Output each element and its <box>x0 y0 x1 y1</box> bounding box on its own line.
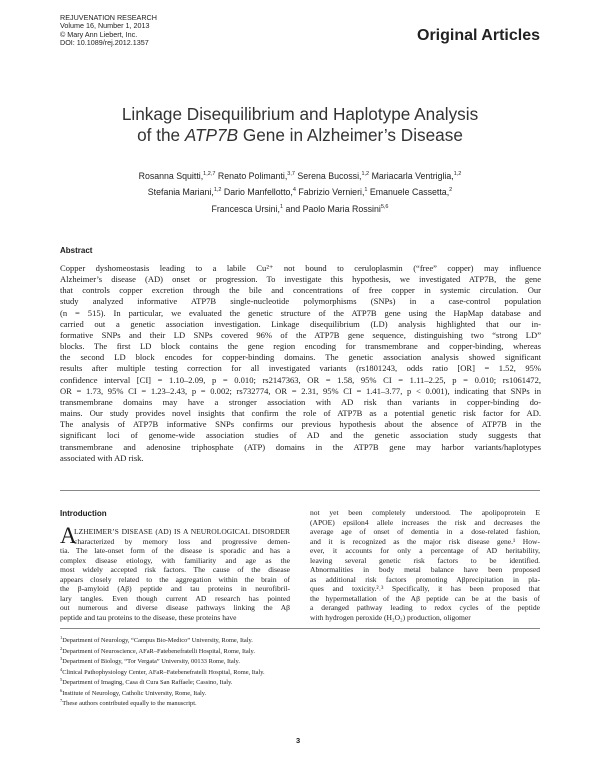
abstract-line: The analysis of ATP7B informative SNPs confirms our previous hypothesis about the absence of ATP7B in the <box>60 419 541 430</box>
author: Stefania Mariani,$^{1,2}$ <box>147 187 222 198</box>
title-line-2 <box>60 125 540 146</box>
title-gene: ATP7B <box>184 125 239 145</box>
author-list <box>60 167 540 216</box>
footnote: $^1$Department of Neurology, “Campus Bio-Medico” University, Rome, Italy. <box>60 635 253 645</box>
journal-header <box>60 14 157 48</box>
author: Renato Polimanti,$^{3,7}$ <box>217 170 295 181</box>
footnote: $^3$Department of Biology, “Tor Vergata” University, 00133 Rome, Italy. <box>60 656 240 666</box>
intro-right-line: Abnormalities in body metal balance have been proposed <box>310 565 540 575</box>
intro-right-line: with hydrogen peroxide (H₂O₂) production, oligomer <box>310 613 471 623</box>
footnote: $^2$Department of Neuroscience, AFaR–Fatebenefratelli Hospital, Rome, Italy. <box>60 645 255 655</box>
abstract-line: transmembrane and adenosine triphosphate (ATP) domains in the ATP7B gene may harbor variants/haplotypes <box>60 441 541 452</box>
section-divider <box>60 490 540 491</box>
intro-right-line: and it is recognized as the major risk disease gene.¹ How- <box>310 536 540 546</box>
abstract-line: (n = 515). In particular, we evaluated the genetic structure of the ATP7B gene using the HapMap database and <box>60 307 541 318</box>
intro-left-line: LZHEIMER’S DISEASE (AD) IS A NEUROLOGICAL DISORDER <box>74 527 290 536</box>
abstract-line: study analyzed informative ATP7B single-nucleotide polymorphisms (SNPs) in a case-control population <box>60 296 541 307</box>
intro-right-column <box>310 508 540 623</box>
author-line <box>60 167 540 183</box>
article-title <box>60 104 540 146</box>
intro-left-line: appears closely related to the aggregation within the brain of <box>60 574 290 584</box>
intro-right-line: average age of onset of dementia in a dose-related fashion, <box>310 527 540 537</box>
footnote: $^5$Department of Imaging, Casa di Cura San Raffaele; Cassino, Italy. <box>60 677 233 687</box>
abstract-line: blocks. The first LD block contains the gene region encoding for transmembrane and copper-binding, whereas <box>60 341 541 352</box>
journal-copyright: © Mary Ann Liebert, Inc. <box>60 29 138 39</box>
intro-left-line: tia. The late-onset form of the disease is sporadic and has a <box>60 546 290 556</box>
abstract-heading: Abstract <box>60 246 93 255</box>
abstract-line: OR = 1.73, 95% CI = 1.23–2.43, p = 0.002; rs732774, OR = 2.31, 95% CI = 1.41–3.77, p < 0.001), indicating that SNPs in <box>60 385 541 396</box>
journal-volume: Volume 16, Number 1, 2013 <box>60 21 150 31</box>
abstract-line: results after multiple testing correction for all investigated variants (rs1801243, odds ratio [OR] = 1.52, 95% <box>60 363 541 374</box>
author: Francesca Ursini,$^1$ <box>211 203 284 214</box>
abstract-line: Alzheimer’s disease (AD) onset or progression. To investigate this hypothesis, we investigated ATP7B, the gene <box>60 274 541 285</box>
intro-right-line: (APOE) epsilon4 allele increases the risk and decreases the <box>310 517 540 527</box>
title-pre: of the <box>137 125 185 145</box>
journal-name: REJUVENATION RESEARCH <box>60 13 157 22</box>
intro-left-line: out numerous and diverse disease pathways linking the Aβ <box>60 603 290 613</box>
section-label: Original Articles <box>417 27 540 44</box>
intro-right-line: as additional risk factors promoting Aβprecipitation in pla- <box>310 574 540 584</box>
abstract-line: significant loci of genome-wide association studies of AD and the genetic association study suggests that <box>60 430 541 441</box>
intro-heading: Introduction <box>60 509 107 518</box>
intro-left-line: peptide and tau proteins to the disease, these proteins have <box>60 612 237 622</box>
author-line <box>60 183 540 199</box>
author-line <box>60 200 540 216</box>
abstract-text <box>60 263 541 464</box>
abstract-line: Copper dyshomeostasis leading to a labile Cu²⁺ not bound to ceruloplasmin (“free” copper) may influence <box>60 263 541 273</box>
intro-right-line: leaving several genetic risk factors to be identified. <box>310 555 540 565</box>
intro-right-line: not yet been completely understood. The apolipoprotein E <box>310 508 540 517</box>
drop-cap: A <box>60 523 77 548</box>
intro-left-line: the β-amyloid (Aβ) peptide and tau proteins in neurofibril- <box>60 584 290 594</box>
abstract-line: mains. Our study provides novel insights that confirm the role of ATP7B as a potential genetic risk factor for AD. <box>60 408 541 419</box>
intro-left-line: complex disease etiology, with familiarity and age as the <box>60 555 290 565</box>
abstract-line: associated with AD risk. <box>60 452 144 463</box>
intro-left-line: lary tangles. Even though current AD research has pointed <box>60 593 290 603</box>
intro-right-line: the hypermetallation of the Aβ peptide can be at the basis of <box>310 593 540 603</box>
author: Rosanna Squitti,$^{1,2,7}$ <box>138 170 216 181</box>
footnote: $^6$Institute of Neurology, Catholic University, Rome, Italy. <box>60 687 207 697</box>
author: Dario Manfellotto,$^4$ <box>223 187 296 198</box>
intro-right-line: ever, it accounts for only a percentage of AD heritability, <box>310 546 540 556</box>
abstract-line: the second LD block encodes for copper-binding domains. The genetic association analysis showed significant <box>60 352 541 363</box>
author: Fabrizio Vernieri,$^1$ <box>298 187 368 198</box>
page-number: 3 <box>296 736 301 745</box>
title-post: Gene in Alzheimer’s Disease <box>238 125 463 145</box>
footnote: $^4$Clinical Pathophysiology Center, AFaR–Fatebenefratelli Hospital, Rome, Italy. <box>60 666 265 676</box>
affiliation-footnotes <box>60 634 265 708</box>
abstract-line: carried out a genetic association investigation. Linkage disequilibrium (LD) analysis highlighted that our in- <box>60 318 541 329</box>
abstract-line: confidence interval [CI] = 1.10–2.09, p = 0.010; rs2147363, OR = 1.58, 95% CI = 1.11–2.25, p = 0.010; rs1061472, <box>60 374 541 385</box>
author: Emanuele Cassetta,$^2$ <box>369 187 453 198</box>
author: Mariacarla Ventriglia,$^{1,2}$ <box>371 170 462 181</box>
title-line-1: Linkage Disequilibrium and Haplotype Analysis <box>121 104 479 124</box>
author: Serena Bucossi,$^{1,2}$ <box>297 170 370 181</box>
intro-left-column <box>60 523 290 622</box>
footnote: $^7$These authors contributed equally to the manuscript. <box>60 698 197 708</box>
footnote-divider <box>60 628 540 629</box>
intro-right-line: ques and toxicity.²˒³ Specifically, it has been proposed that <box>310 584 540 594</box>
author: and Paolo Maria Rossini$^{5,6}$ <box>285 203 389 214</box>
abstract-line: that controls copper excretion through the bile and concentrations of free copper in systemic circulation. Our <box>60 285 541 296</box>
journal-doi: DOI: 10.1089/rej.2012.1357 <box>60 38 149 48</box>
intro-right-line: a deranged pathway leading to redox cycles of the peptide <box>310 603 540 613</box>
intro-left-line: characterized by memory loss and progressive demen- <box>74 536 290 546</box>
intro-left-line: most widely accepted risk factors. The cause of the disease <box>60 565 290 575</box>
abstract-line: formative SNPs and their LD SNPs covered 96% of the ATP7B gene sequence, distinguishing two “strong LD” <box>60 329 541 340</box>
abstract-line: transmembrane domains may have a stronger association with AD risk than variants in copper-binding do- <box>60 396 541 407</box>
